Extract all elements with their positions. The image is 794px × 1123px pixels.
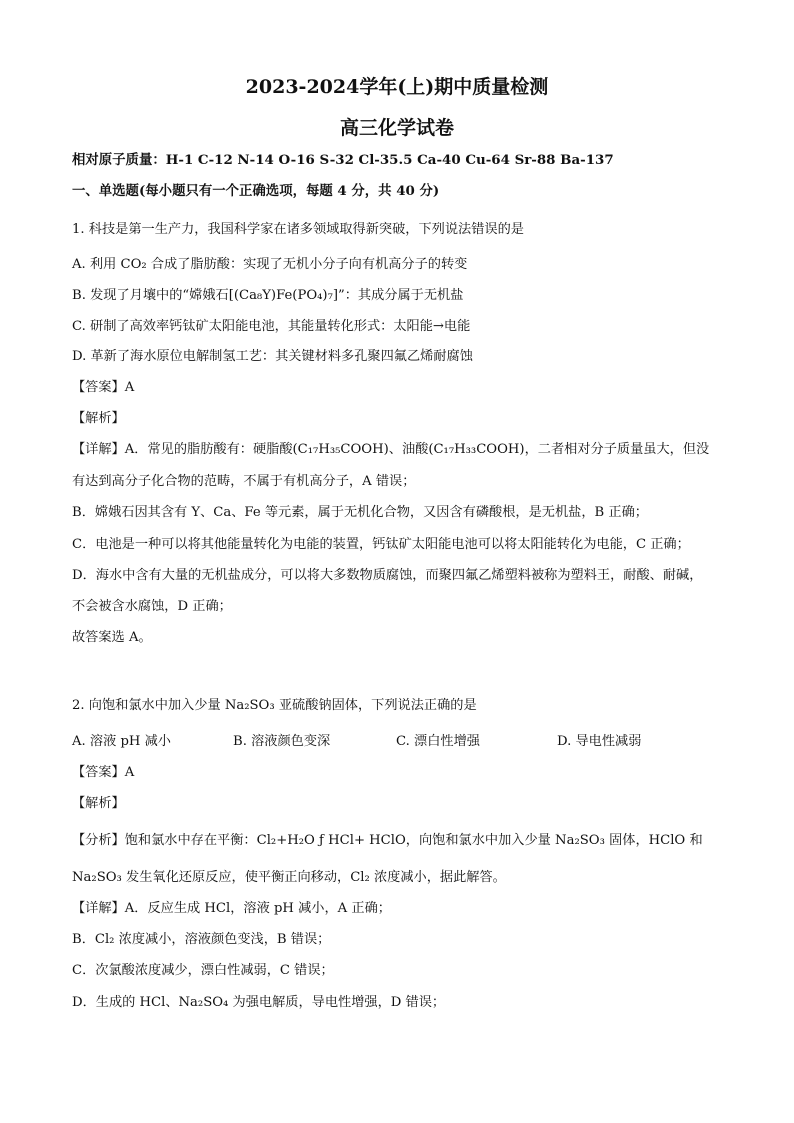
q2-option-c: C. 漂白性增强 xyxy=(396,734,480,749)
q1-analysis-label: 【解析】 xyxy=(72,411,125,426)
exam-title: 2023-2024学年(上)期中质量检测 xyxy=(245,76,549,98)
atomic-masses: 相对原子质量：H-1 C-12 N-14 O-16 S-32 Cl-35.5 Ca-40 Cu-64 Sr-88 Ba-137 xyxy=(72,152,614,168)
q1-option-b: B. 发现了月壤中的“嫦娥石[(Ca₈Y)Fe(PO₄)₇]”：其成分属于无机盐 xyxy=(72,288,464,303)
q2-detail-line-3: C．次氯酸浓度减少，漂白性减弱，C 错误； xyxy=(72,963,334,978)
q1-detail-line-3: B．嫦娥石因其含有 Y、Ca、Fe 等元素，属于无机化合物，又因含有磷酸根，是无机盐，B 正确； xyxy=(72,505,648,520)
q2-detail-line-1: 【详解】A．反应生成 HCl，溶液 pH 减小，A 正确； xyxy=(72,901,391,916)
section-heading: 一、单选题(每小题只有一个正确选项，每题 4 分，共 40 分) xyxy=(72,183,440,199)
q2-option-d: D. 导电性减弱 xyxy=(557,734,642,749)
q2-fenxi-line-1: 【分析】饱和氯水中存在平衡：Cl₂+H₂O ƒ HCl+ HClO，向饱和氯水中加入少量 Na₂SO₃ 固体，HClO 和 xyxy=(72,833,703,848)
q1-detail-line-1: 【详解】A．常见的脂肪酸有：硬脂酸(C₁₇H₃₅COOH)、油酸(C₁₇H₃₃COOH)，二者相对分子质量虽大，但没 xyxy=(72,442,710,457)
q2-answer: 【答案】A xyxy=(72,765,135,780)
q1-option-c: C. 研制了高效率钙钛矿太阳能电池，其能量转化形式：太阳能→电能 xyxy=(72,319,471,334)
q2-stem: 2. 向饱和氯水中加入少量 Na₂SO₃ 亚硫酸钠固体，下列说法正确的是 xyxy=(72,698,477,713)
q1-stem: 1. 科技是第一生产力，我国科学家在诸多领域取得新突破，下列说法错误的是 xyxy=(72,222,524,237)
exam-subtitle: 高三化学试卷 xyxy=(339,117,454,139)
q2-detail-line-4: D．生成的 HCl、Na₂SO₄ 为强电解质，导电性增强，D 错误； xyxy=(72,995,446,1010)
q2-option-b: B. 溶液颜色变深 xyxy=(233,734,331,749)
q1-answer: 【答案】A xyxy=(72,380,135,395)
q1-conclusion: 故答案选 A。 xyxy=(72,630,152,645)
q1-option-d: D. 革新了海水原位电解制氢工艺：其关键材料多孔聚四氟乙烯耐腐蚀 xyxy=(72,349,473,364)
q1-detail-line-4: C．电池是一种可以将其他能量转化为电能的装置，钙钛矿太阳能电池可以将太阳能转化为电能，C 正确； xyxy=(72,537,690,552)
q1-detail-line-2: 有达到高分子化合物的范畴，不属于有机高分子，A 错误； xyxy=(72,474,416,489)
q1-option-a: A. 利用 CO₂ 合成了脂肪酸：实现了无机小分子向有机高分子的转变 xyxy=(72,257,468,272)
q2-option-a: A. 溶液 pH 减小 xyxy=(72,734,171,749)
q2-detail-line-2: B．Cl₂ 浓度减小，溶液颜色变浅，B 错误； xyxy=(72,932,331,947)
q2-analysis-label: 【解析】 xyxy=(72,796,125,811)
q2-fenxi-line-2: Na₂SO₃ 发生氧化还原反应，使平衡正向移动，Cl₂ 浓度减小，据此解答。 xyxy=(72,870,506,885)
q1-detail-line-6: 不会被含水腐蚀，D 正确； xyxy=(72,599,232,614)
q1-detail-line-5: D．海水中含有大量的无机盐成分，可以将大多数物质腐蚀，而聚四氟乙烯塑料被称为塑料王，耐酸、耐碱， xyxy=(72,568,703,583)
